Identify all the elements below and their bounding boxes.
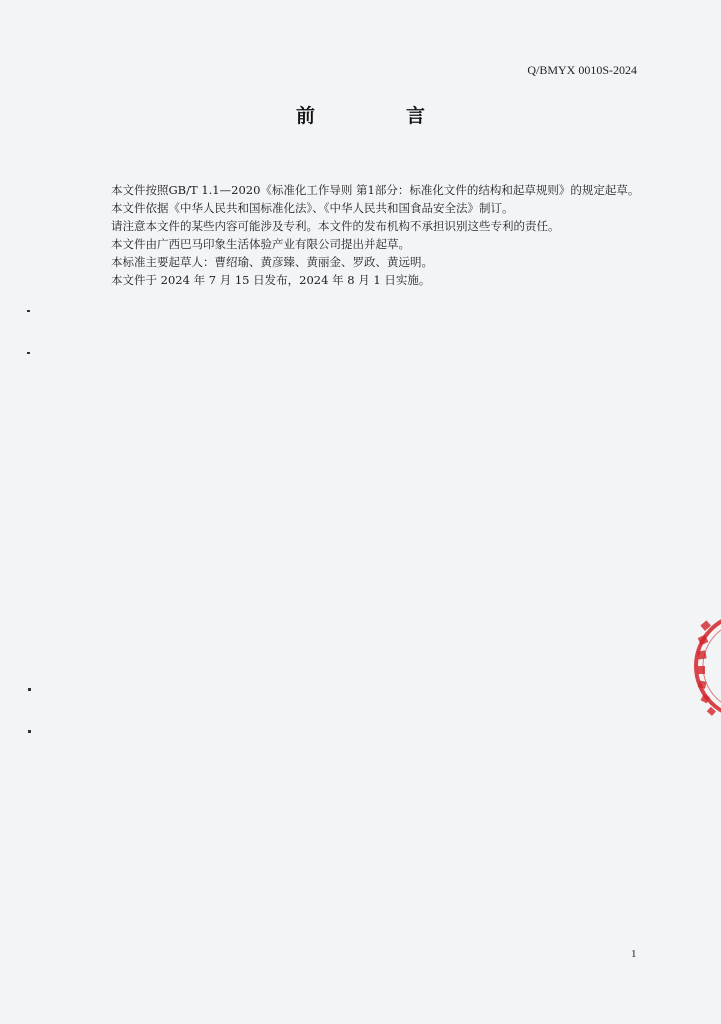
preface-body bbox=[88, 181, 640, 289]
scan-mark bbox=[27, 310, 30, 312]
page-number: 1 bbox=[631, 948, 637, 960]
paragraph-dates: 本文件于 2024 年 7 月 15 日发布，2024 年 8 月 1 日实施。 bbox=[111, 273, 431, 287]
scan-mark bbox=[28, 688, 31, 691]
company-seal-stamp bbox=[690, 596, 721, 736]
page-title: 前 言 bbox=[295, 105, 461, 127]
document-code: Q/BMYX 0010S-2024 bbox=[527, 63, 637, 77]
scan-mark bbox=[27, 352, 30, 354]
paragraph-drafting-rules: 本文件按照GB/T 1.1—2020《标准化工作导则 第1部分：标准化文件的结构和起草规则》的规定起草。 bbox=[111, 183, 640, 197]
paragraph-legal-basis: 本文件依据《中华人民共和国标准化法》、《中华人民共和国食品安全法》制订。 bbox=[111, 201, 514, 215]
paragraph-drafters: 本标准主要起草人：曹绍瑜、黄彦臻、黄丽金、罗政、黄远明。 bbox=[111, 255, 433, 269]
paragraph-patent-notice: 请注意本文件的某些内容可能涉及专利。本文件的发布机构不承担识别这些专利的责任。 bbox=[111, 219, 560, 233]
paragraph-proposer: 本文件由广西巴马印象生活体验产业有限公司提出并起草。 bbox=[111, 237, 410, 251]
scan-mark bbox=[28, 730, 31, 733]
